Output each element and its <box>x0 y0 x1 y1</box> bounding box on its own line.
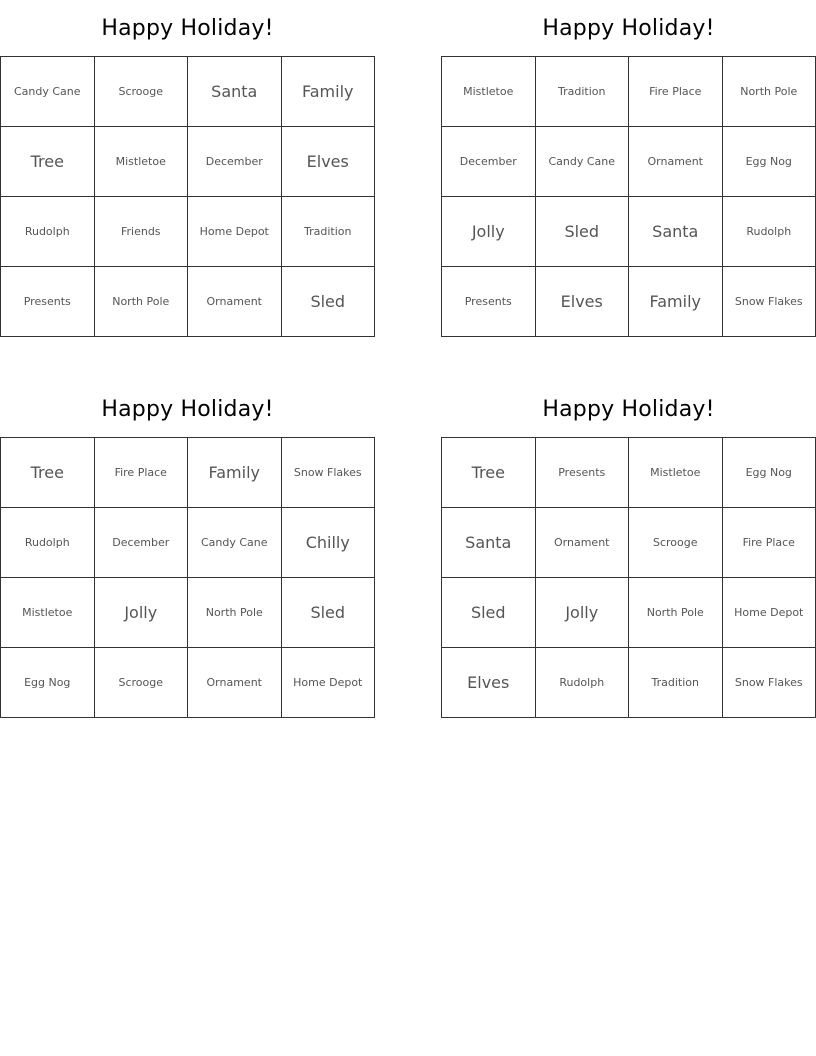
bingo-cell: Ornament <box>188 267 282 337</box>
bingo-cell: Sled <box>536 197 630 267</box>
bingo-cell: North Pole <box>188 578 282 648</box>
bingo-cell: Candy Cane <box>1 57 95 127</box>
bingo-cell: Ornament <box>188 648 282 718</box>
bingo-cell: Snow Flakes <box>282 438 376 508</box>
bingo-cell: Rudolph <box>1 197 95 267</box>
bingo-cell: Rudolph <box>1 508 95 578</box>
bingo-cell: Sled <box>282 578 376 648</box>
bingo-cell: Rudolph <box>723 197 816 267</box>
bingo-cell: Presents <box>1 267 95 337</box>
bingo-cell: Fire Place <box>95 438 189 508</box>
bingo-cell: Mistletoe <box>95 127 189 197</box>
bingo-cell: Home Depot <box>188 197 282 267</box>
bingo-grid <box>0 437 375 718</box>
bingo-cell: Elves <box>536 267 630 337</box>
bingo-cell: December <box>442 127 536 197</box>
bingo-cell: Egg Nog <box>1 648 95 718</box>
bingo-cell: Candy Cane <box>536 127 630 197</box>
bingo-cell: Egg Nog <box>723 127 816 197</box>
bingo-cell: Tradition <box>629 648 723 718</box>
bingo-cell: Family <box>629 267 723 337</box>
bingo-cell: Jolly <box>442 197 536 267</box>
bingo-cell: North Pole <box>723 57 816 127</box>
bingo-grid <box>441 56 816 337</box>
bingo-cell: Jolly <box>536 578 630 648</box>
bingo-cell: Home Depot <box>282 648 376 718</box>
bingo-cell: Scrooge <box>95 57 189 127</box>
bingo-cell: Candy Cane <box>188 508 282 578</box>
bingo-cell: Scrooge <box>95 648 189 718</box>
bingo-cell: Fire Place <box>723 508 816 578</box>
bingo-cell: Family <box>188 438 282 508</box>
bingo-cell: Tree <box>442 438 536 508</box>
bingo-card-3 <box>0 382 375 718</box>
bingo-cell: Friends <box>95 197 189 267</box>
bingo-cell: December <box>95 508 189 578</box>
bingo-cell: Mistletoe <box>1 578 95 648</box>
card-title: Happy Holiday! <box>542 16 715 41</box>
bingo-cell: Tree <box>1 127 95 197</box>
bingo-cell: Tradition <box>282 197 376 267</box>
bingo-cell: Egg Nog <box>723 438 816 508</box>
bingo-card-1 <box>0 1 375 337</box>
bingo-cell: Sled <box>442 578 536 648</box>
card-title: Happy Holiday! <box>101 397 274 422</box>
bingo-cell: Ornament <box>536 508 630 578</box>
bingo-cell: Santa <box>629 197 723 267</box>
bingo-cell: Elves <box>442 648 536 718</box>
bingo-cell: Ornament <box>629 127 723 197</box>
bingo-cell: Chilly <box>282 508 376 578</box>
card-title: Happy Holiday! <box>101 16 274 41</box>
bingo-cell: North Pole <box>95 267 189 337</box>
card-title: Happy Holiday! <box>542 397 715 422</box>
bingo-cell: Tradition <box>536 57 630 127</box>
bingo-cell: Santa <box>188 57 282 127</box>
bingo-cell: North Pole <box>629 578 723 648</box>
bingo-cell: Presents <box>536 438 630 508</box>
bingo-cell: Snow Flakes <box>723 648 816 718</box>
bingo-cell: Elves <box>282 127 376 197</box>
bingo-card-2 <box>441 1 816 337</box>
bingo-cell: Mistletoe <box>629 438 723 508</box>
bingo-cell: Jolly <box>95 578 189 648</box>
bingo-cell: December <box>188 127 282 197</box>
bingo-card-4 <box>441 382 816 718</box>
bingo-grid <box>441 437 816 718</box>
bingo-grid <box>0 56 375 337</box>
bingo-cell: Sled <box>282 267 376 337</box>
bingo-cell: Mistletoe <box>442 57 536 127</box>
bingo-cell: Presents <box>442 267 536 337</box>
bingo-cell: Tree <box>1 438 95 508</box>
bingo-cell: Home Depot <box>723 578 816 648</box>
bingo-cell: Family <box>282 57 376 127</box>
bingo-cell: Snow Flakes <box>723 267 816 337</box>
bingo-cell: Fire Place <box>629 57 723 127</box>
bingo-cell: Santa <box>442 508 536 578</box>
bingo-cell: Scrooge <box>629 508 723 578</box>
bingo-cell: Rudolph <box>536 648 630 718</box>
